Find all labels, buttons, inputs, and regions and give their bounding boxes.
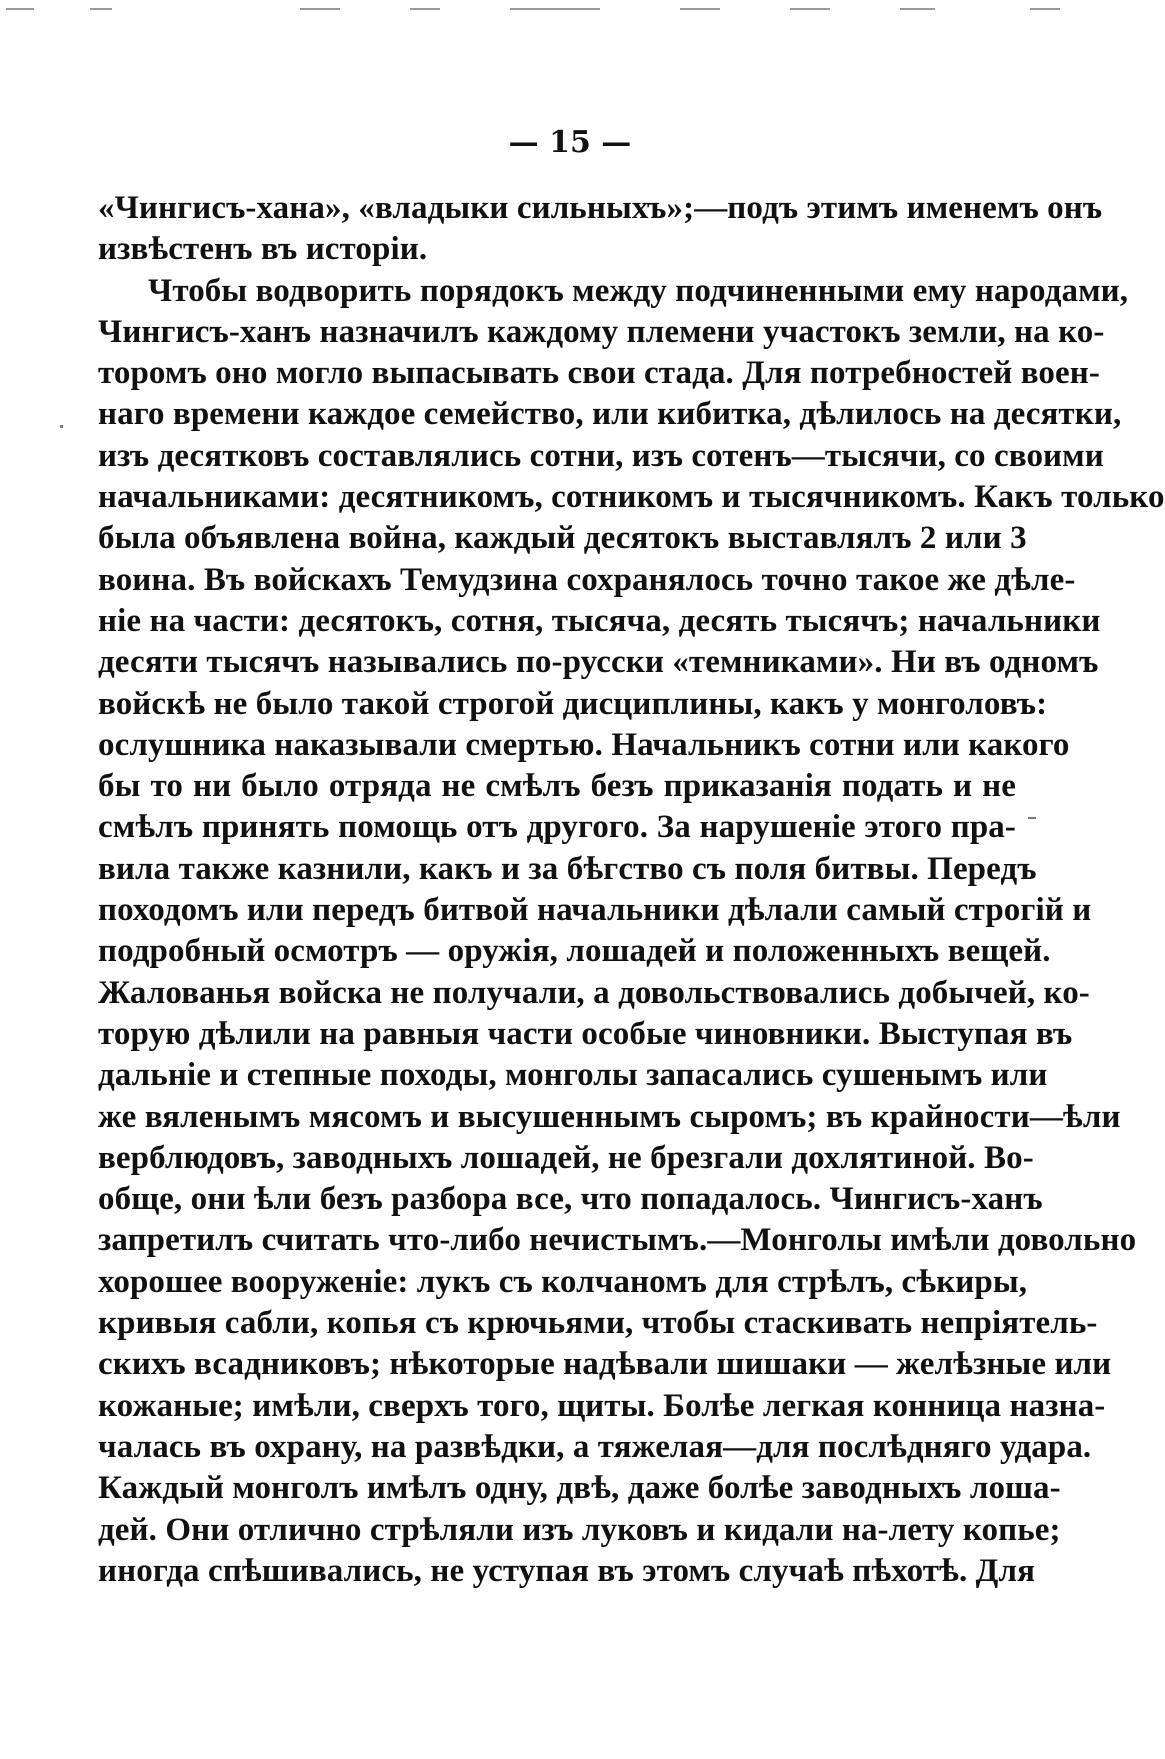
text-line: начальниками: десятникомъ, сотникомъ и тысячникомъ. Какъ только [98, 479, 1165, 516]
scan-artifact-line [1030, 8, 1060, 10]
text-line: иногда спѣшивались, не уступая въ этомъ случаѣ пѣхотѣ. Для [98, 1552, 1036, 1589]
scan-artifact-line [410, 8, 440, 10]
scan-artifact-line [300, 8, 340, 10]
scan-artifact-line [90, 8, 112, 10]
text-line: скихъ всадниковъ; нѣкоторые надѣвали шишаки — желѣзные или [98, 1346, 1112, 1383]
scan-artifact-line [790, 8, 830, 10]
text-line: Жалованья войска не получали, а довольствовались добычей, ко- [98, 974, 1090, 1011]
text-line: наго времени каждое семейство, или кибитка, дѣлилось на десятки, [98, 396, 1122, 433]
text-line: воина. Въ войскахъ Темудзина сохранялось точно такое же дѣле- [98, 561, 1076, 598]
text-line: Чтобы водворить порядокъ между подчиненными ему народами, [148, 272, 1129, 309]
text-line: же вяленымъ мясомъ и высушеннымъ сыромъ; въ крайности—ѣли [98, 1098, 1121, 1135]
text-line: нiе на части: десятокъ, сотня, тысяча, десять тысячъ; начальники [98, 602, 1101, 639]
scan-top-edge [0, 0, 1140, 16]
text-line: дей. Они отлично стрѣляли изъ луковъ и кидали на-лету копье; [98, 1511, 1061, 1548]
text-line: хорошее вооруженiе: лукъ съ колчаномъ для стрѣлъ, сѣкиры, [98, 1263, 1028, 1300]
margin-speck [60, 425, 63, 428]
text-line: Чингисъ-ханъ назначилъ каждому племени участокъ земли, на ко- [98, 313, 1105, 350]
text-line: чалась въ охрану, на развѣдки, а тяжелая—для послѣдняго удара. [98, 1428, 1092, 1465]
text-line: десяти тысячъ назывались по-русски «темниками». Ни въ одномъ [98, 644, 1099, 681]
text-line: «Чингисъ-хана», «владыки сильныхъ»;—подъ этимъ именемъ онъ [98, 190, 1103, 226]
text-line: торомъ оно могло выпасывать свои стада. Для потребностей воен- [98, 355, 1100, 392]
text-line: смѣлъ принять помощь отъ другого. За нарушенiе этого пра- [98, 809, 1016, 846]
text-line: обще, они ѣли безъ разбора все, что попадалось. Чингисъ-ханъ [98, 1181, 1043, 1218]
scan-artifact-line [680, 8, 720, 10]
text-line: бы то ни было отряда не смѣлъ безъ приказанiя подать и не [98, 768, 1016, 805]
text-line: кривыя сабли, копья съ крючьями, чтобы стаскивать непрiятель- [98, 1305, 1098, 1342]
text-line: походомъ или передъ битвой начальники дѣлали самый строгiй и [98, 892, 1092, 929]
text-line: войскѣ не было такой строгой дисциплины, какъ у монголовъ: [98, 685, 1048, 722]
text-line: вила также казнили, какъ и за бѣгство съ поля битвы. Передъ [98, 850, 1037, 887]
body-text [98, 188, 1165, 1592]
text-line: запретилъ считать что-либо нечистымъ.—Монголы имѣли довольно [98, 1222, 1137, 1259]
scan-artifact-line [900, 8, 935, 10]
scan-artifact-line [6, 8, 34, 10]
text-line: Каждый монголъ имѣлъ одну, двѣ, даже болѣе заводныхъ лоша- [98, 1470, 1061, 1507]
text-line: извѣстенъ въ исторiи. [98, 231, 428, 268]
scan-artifact-line [510, 8, 600, 10]
text-line: кожаные; имѣли, сверхъ того, щиты. Болѣе легкая конница назна- [98, 1387, 1106, 1424]
page-number: — 15 — [508, 125, 632, 160]
text-line: ослушника наказывали смертью. Начальникъ сотни или какого [98, 726, 1070, 763]
text-line: подробный осмотръ — оружiя, лошадей и положенныхъ вещей. [98, 933, 1051, 970]
text-line: дальнiе и степные походы, монголы запасались сушенымъ или [98, 1057, 1048, 1094]
text-line: изъ десятковъ составлялись сотни, изъ сотенъ—тысячи, со своими [98, 437, 1104, 474]
text-line: торую дѣлили на равныя части особые чиновники. Выступая въ [98, 1015, 1073, 1052]
text-line: была объявлена война, каждый десятокъ выставлялъ 2 или 3 [98, 520, 1027, 557]
text-line: верблюдовъ, заводныхъ лошадей, не брезгали дохлятиной. Во- [98, 1139, 1034, 1176]
margin-speck [1028, 817, 1036, 819]
